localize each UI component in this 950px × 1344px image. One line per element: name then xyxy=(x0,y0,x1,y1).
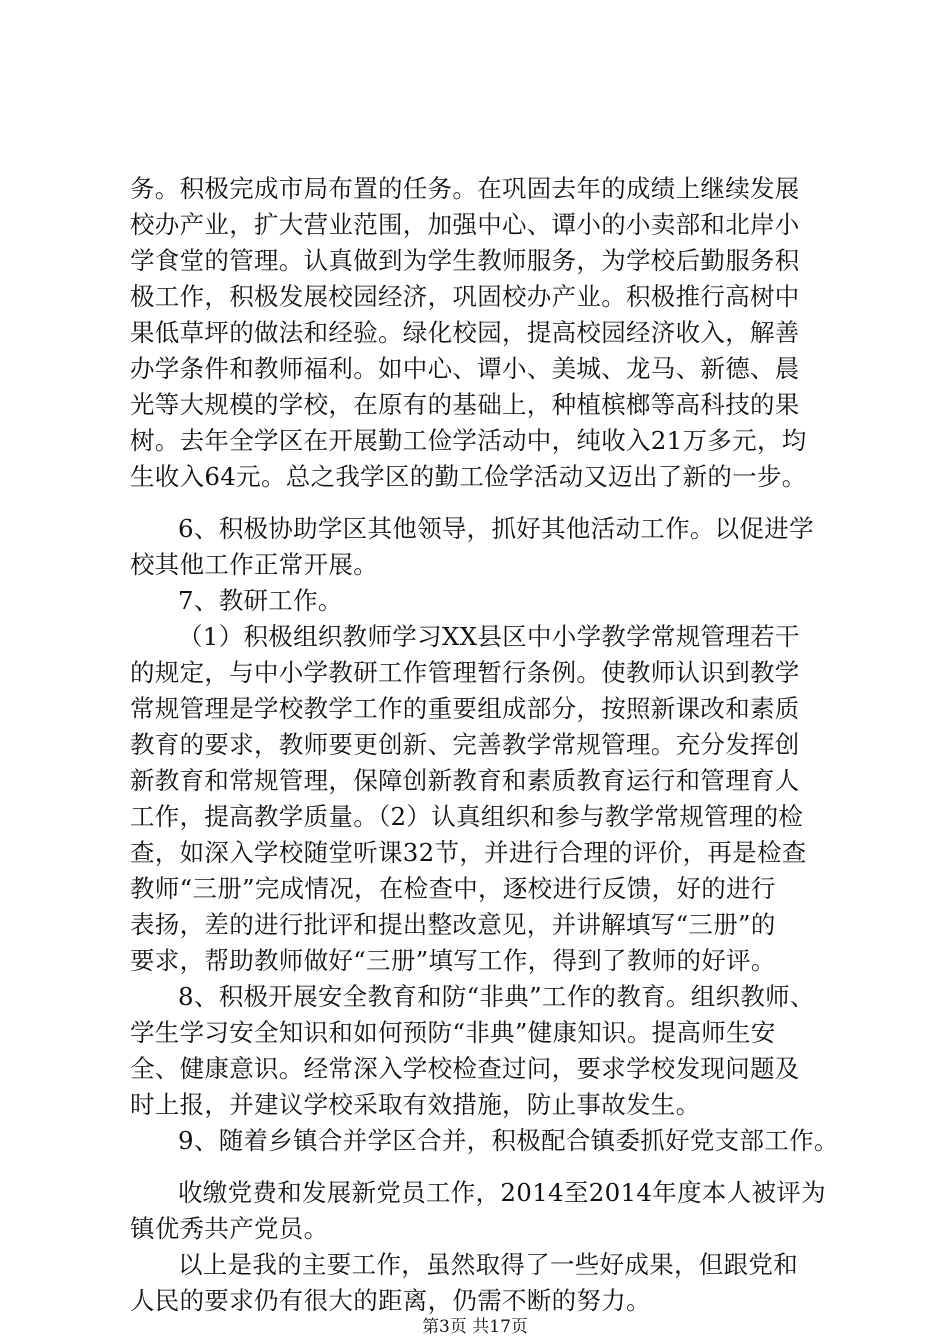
text-line: 时上报，并建议学校采取有效措施，防止事故发生。 xyxy=(130,1090,701,1119)
text-line: 校其他工作正常开展。 xyxy=(130,550,378,579)
paragraph-7-1-line: （1）积极组织教师学习XX县区中小学教学常规管理若干 xyxy=(178,622,800,651)
text-line: 镇优秀共产党员。 xyxy=(130,1214,329,1243)
paragraph-9-line: 9、随着乡镇合并学区合并，积极配合镇委抓好党支部工作。 xyxy=(178,1126,839,1155)
text-line: 办学条件和教师福利。如中心、谭小、美城、龙马、新德、晨 xyxy=(130,354,800,383)
text-line: 人民的要求仍有很大的距离，仍需不断的努力。 xyxy=(130,1286,651,1315)
text-line: 教育的要求，教师要更创新、完善教学常规管理。充分发挥创 xyxy=(130,730,800,759)
text-line: 新教育和常规管理，保障创新教育和素质教育运行和管理育人 xyxy=(130,766,800,795)
text-line: 查，如深入学校随堂听课32节，并进行合理的评价，再是检查 xyxy=(130,838,807,867)
conclusion-line: 以上是我的主要工作，虽然取得了一些好成果，但跟党和 xyxy=(178,1250,798,1279)
text-line: 极工作，积极发展校园经济，巩固校办产业。积极推行高树中 xyxy=(130,282,800,311)
text-line: 全、健康意识。经常深入学校检查过问，要求学校发现问题及 xyxy=(130,1054,800,1083)
paragraph-party-line: 收缴党费和发展新党员工作，2014至2014年度本人被评为 xyxy=(178,1178,826,1207)
paragraph-8-line: 8、积极开展安全教育和防“非典”工作的教育。组织教师、 xyxy=(178,982,815,1011)
text-line: 校办产业，扩大营业范围，加强中心、谭小的小卖部和北岸小 xyxy=(130,210,800,239)
text-line: 生收入64元。总之我学区的勤工俭学活动又迈出了新的一步。 xyxy=(130,462,807,491)
text-line: 工作，提高教学质量。（2）认真组织和参与教学常规管理的检 xyxy=(130,802,804,831)
text-line: 教师“三册”完成情况，在检查中，逐校进行反馈，好的进行 xyxy=(130,874,776,903)
paragraph-6-line: 6、积极协助学区其他领导，抓好其他活动工作。以促进学 xyxy=(178,514,814,543)
heading-7: 7、教研工作。 xyxy=(178,586,343,615)
page-footer: 第3页 共17页 xyxy=(422,1317,528,1337)
text-line: 要求，帮助教师做好“三册”填写工作，得到了教师的好评。 xyxy=(130,946,776,975)
text-line: 表扬，差的进行批评和提出整改意见，并讲解填写“三册”的 xyxy=(130,910,776,939)
text-line: 学食堂的管理。认真做到为学生教师服务，为学校后勤服务积 xyxy=(130,246,800,275)
text-line: 果低草坪的做法和经验。绿化校园，提高校园经济收入，解善 xyxy=(130,318,800,347)
text-line: 学生学习安全知识和如何预防“非典”健康知识。提高师生安 xyxy=(130,1018,776,1047)
text-line: 常规管理是学校教学工作的重要组成部分，按照新课改和素质 xyxy=(130,694,800,723)
text-line: 的规定，与中小学教研工作管理暂行条例。使教师认识到教学 xyxy=(130,658,800,687)
text-line: 务。积极完成市局布置的任务。在巩固去年的成绩上继续发展 xyxy=(130,174,800,203)
text-line: 树。去年全学区在开展勤工俭学活动中，纯收入21万多元，均 xyxy=(130,426,807,455)
text-line: 光等大规模的学校，在原有的基础上，种植槟榔等高科技的果 xyxy=(130,390,800,419)
